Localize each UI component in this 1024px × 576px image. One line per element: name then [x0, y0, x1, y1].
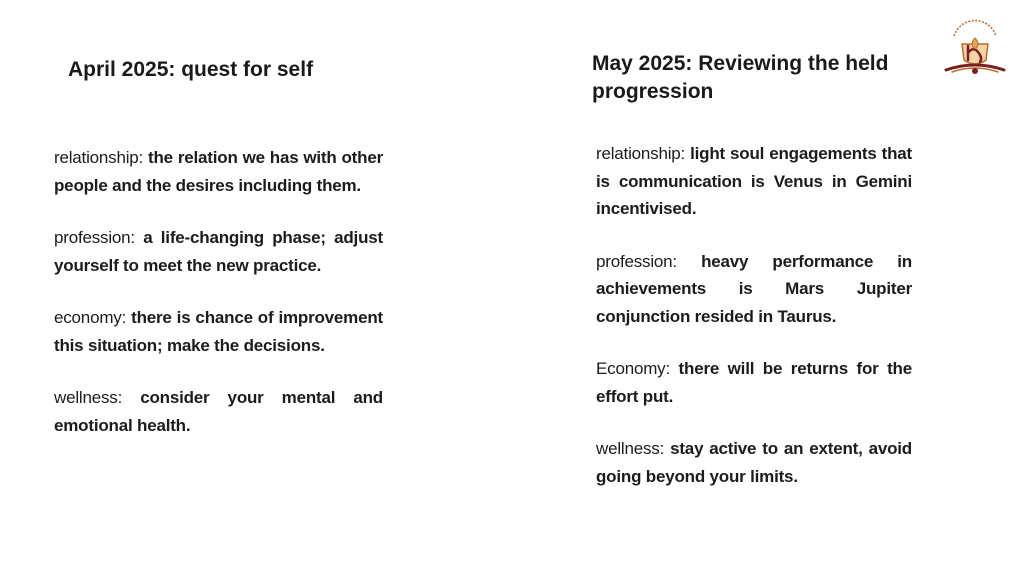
april-column [54, 56, 383, 464]
april-economy-label: economy: [54, 308, 127, 327]
april-economy-item [54, 304, 383, 359]
april-wellness-label: wellness: [54, 388, 123, 407]
april-profession-label: profession: [54, 228, 135, 247]
may-economy-text: there will be returns for the effort put. [596, 359, 912, 406]
april-wellness-item [54, 384, 383, 439]
april-economy-text: there is chance of improvement this situation; make the decisions. [54, 308, 383, 355]
may-economy-label: Economy: [596, 359, 670, 378]
may-economy-item [596, 355, 912, 410]
may-wellness-text: stay active to an extent, avoid going beyond your limits. [596, 439, 912, 486]
may-forecast-list [596, 140, 912, 490]
may-relationship-text: light soul engagements that is communication is Venus in Gemini incentivised. [596, 144, 912, 218]
april-profession-item [54, 224, 383, 279]
astrology-emblem-icon [942, 16, 1008, 82]
april-profession-text: a life-changing phase; adjust yourself to meet the new practice. [54, 228, 383, 275]
may-wellness-label: wellness: [596, 439, 665, 458]
may-heading: May 2025: Reviewing the held progression [592, 52, 889, 103]
april-heading: April 2025: quest for self [68, 58, 314, 81]
may-relationship-item [596, 140, 912, 223]
may-profession-item [596, 248, 912, 331]
may-profession-text: heavy performance in achievements is Mars Jupiter conjunction resided in Taurus. [596, 251, 912, 326]
april-relationship-label: relationship: [54, 148, 144, 167]
may-wellness-item [596, 435, 912, 490]
april-forecast-list [54, 144, 383, 439]
april-wellness-text: consider your mental and emotional health. [54, 388, 383, 435]
april-relationship-text: the relation we has with other people and the desires including them. [54, 148, 384, 195]
may-relationship-label: relationship: [596, 144, 686, 163]
may-column [592, 50, 912, 515]
may-profession-label: profession: [596, 251, 677, 271]
april-relationship-item [54, 144, 383, 199]
